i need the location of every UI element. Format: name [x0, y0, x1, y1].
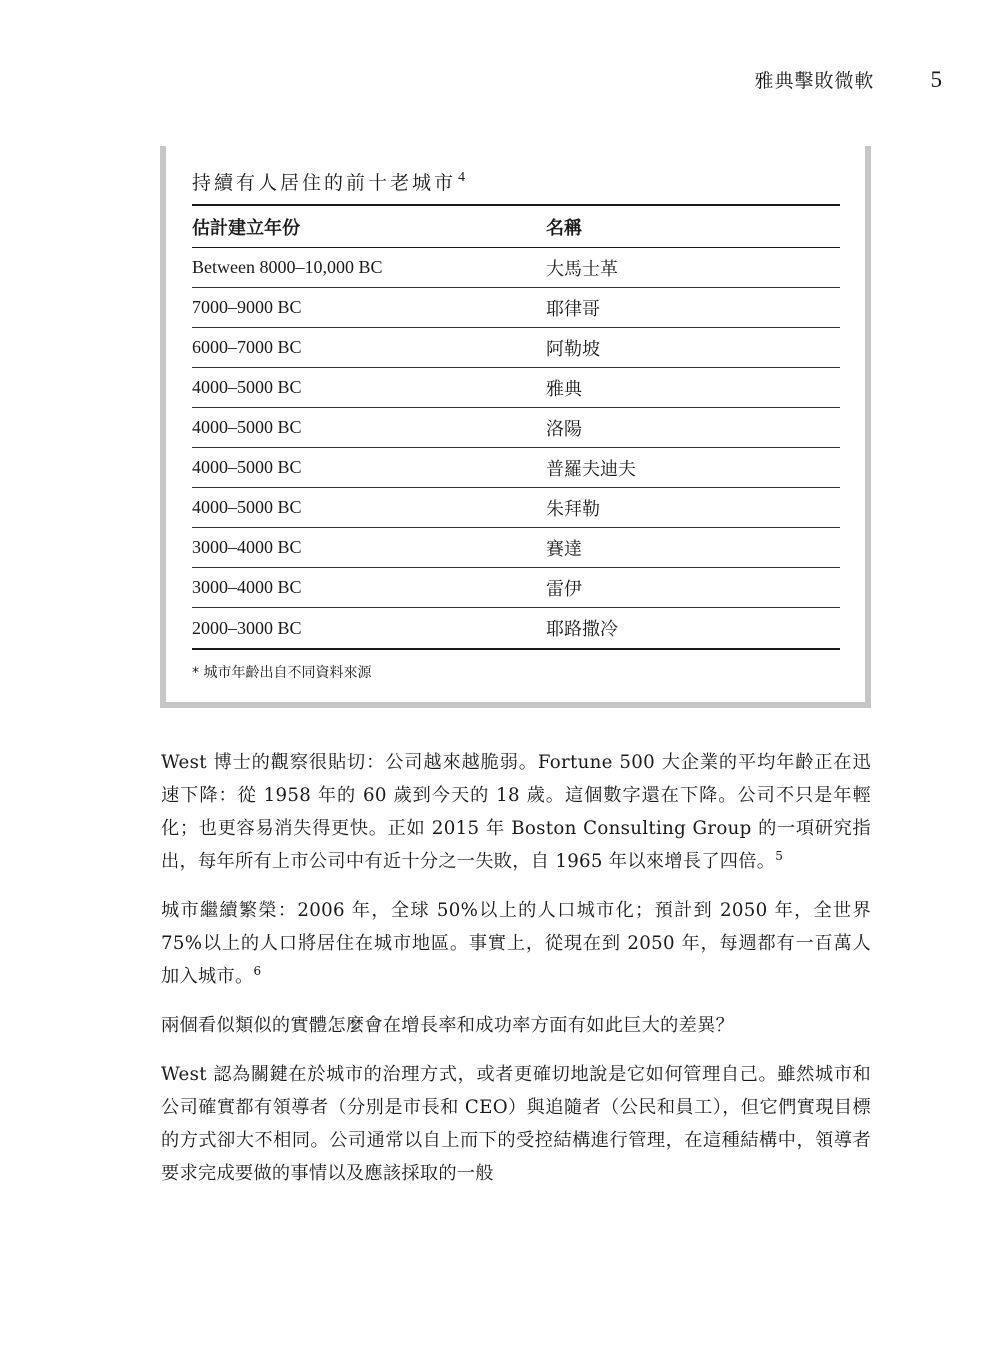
- table-row: [192, 368, 840, 408]
- paragraph: [161, 894, 871, 993]
- running-head: [754, 66, 942, 93]
- cell-year: 4000–5000 BC: [192, 377, 302, 397]
- table-row: [192, 448, 840, 488]
- table-header-row: [192, 206, 840, 248]
- table-row: [192, 528, 840, 568]
- table-row: [192, 328, 840, 368]
- footnote-ref: 6: [253, 964, 262, 978]
- cell-name: 洛陽: [546, 418, 582, 440]
- cell-year: 4000–5000 BC: [192, 457, 302, 477]
- footnote-ref: 5: [775, 849, 784, 863]
- table-row: [192, 288, 840, 328]
- table-row: [192, 248, 840, 288]
- cell-name: 普羅夫迪夫: [546, 458, 636, 480]
- paragraph-text: 兩個看似類似的實體怎麼會在增長率和成功率方面有如此巨大的差異？: [161, 1015, 735, 1036]
- cell-year: 7000–9000 BC: [192, 297, 302, 317]
- paragraph-text: West 博士的觀察很貼切：公司越來越脆弱。Fortune 500 大企業的平均年齡正在迅速下降：從 1958 年的 60 歲到今天的 18 歲。這個數字還在下降。公司不只是年輕化；也更容易消失得更快。正如 2015 年 Boston Consulting Group 的一項研究指出，每年所有上市公司中有近十分之一失敗，自 1965 年以來增長了四倍。: [161, 752, 871, 872]
- paragraph-text: West 認為關鍵在於城市的治理方式，或者更確切地說是它如何管理自己。雖然城市和公司確實都有領導者（分別是市長和 CEO）與追隨者（公民和員工），但它們實現目標的方式卻大不相同。公司通常以自上而下的受控結構進行管理，在這種結構中，領導者要求完成要做的事情以及應該採取的一般: [161, 1064, 871, 1184]
- table-title-text: 持續有人居住的前十老城市: [192, 172, 457, 194]
- table-title-note: 4: [458, 170, 466, 185]
- paragraph: [161, 746, 871, 878]
- cell-year: 2000–3000 BC: [192, 617, 302, 638]
- cell-name: 阿勒坡: [546, 338, 600, 360]
- cities-table: [192, 204, 840, 650]
- page-number: 5: [930, 67, 942, 92]
- cell-year: 4000–5000 BC: [192, 497, 302, 517]
- cell-name: 雷伊: [546, 578, 582, 600]
- table-row: [192, 408, 840, 448]
- cell-name: 雅典: [546, 378, 582, 400]
- paragraph: [161, 1058, 871, 1190]
- table-row: [192, 488, 840, 528]
- cell-name: 耶路撒冷: [546, 619, 618, 640]
- table-footnote: * 城市年齡出自不同資料來源: [192, 665, 372, 681]
- cell-year: 6000–7000 BC: [192, 337, 302, 357]
- cell-year: Between 8000–10,000 BC: [192, 257, 383, 277]
- cities-table-box: [160, 146, 871, 708]
- table-row: [192, 608, 840, 648]
- cell-year: 4000–5000 BC: [192, 417, 302, 437]
- cell-year: 3000–4000 BC: [192, 537, 302, 557]
- cell-name: 賽達: [546, 538, 582, 560]
- body-text: [161, 746, 871, 1206]
- cell-name: 耶律哥: [546, 298, 600, 320]
- cell-name: 大馬士革: [546, 258, 618, 280]
- cell-year: 3000–4000 BC: [192, 577, 302, 597]
- running-title: 雅典擊敗微軟: [754, 70, 875, 92]
- column-header-year: 估計建立年份: [192, 217, 300, 239]
- table-title: [192, 168, 465, 195]
- paragraph-text: 城市繼續繁榮：2006 年，全球 50%以上的人口城市化；預計到 2050 年，全世界 75%以上的人口將居住在城市地區。事實上，從現在到 2050 年，每週都有一百萬人加入城市。: [161, 900, 871, 987]
- paragraph: [161, 1009, 871, 1042]
- table-row: [192, 568, 840, 608]
- cell-name: 朱拜勒: [546, 498, 600, 520]
- column-header-name: 名稱: [546, 217, 582, 239]
